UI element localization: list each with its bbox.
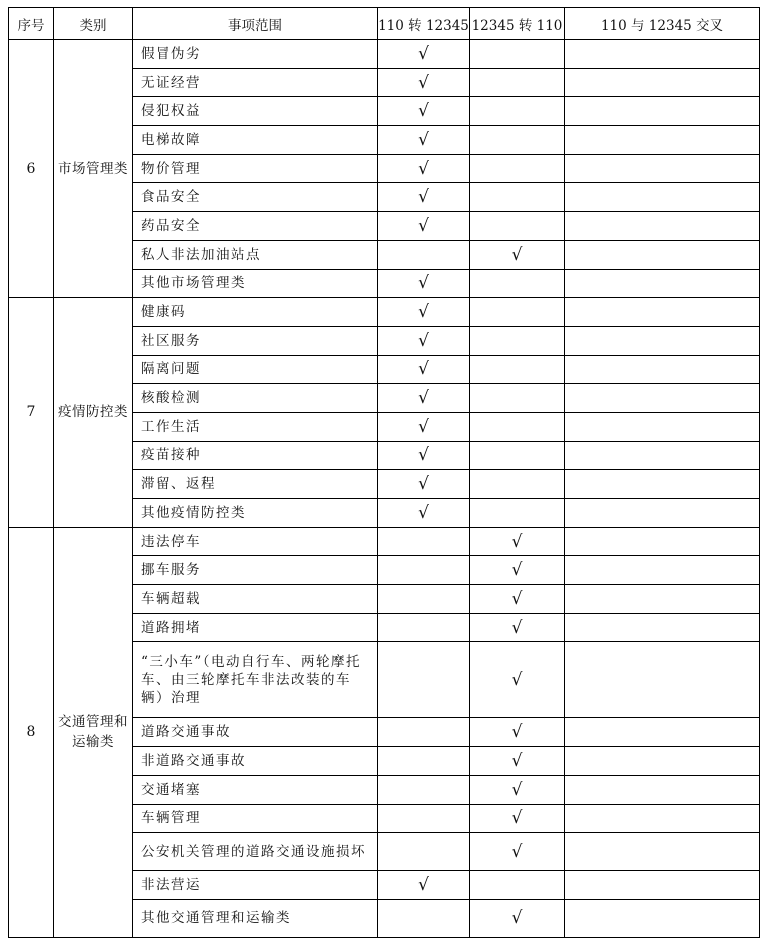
event-scope-table xyxy=(8,7,760,938)
scope-item-cell: 隔离问题 xyxy=(133,355,378,384)
category-cell: 疫情防控类 xyxy=(54,298,133,528)
check-mark: √ xyxy=(378,355,470,384)
table-row xyxy=(9,527,760,556)
empty-cell xyxy=(565,40,760,69)
scope-item-cell: 健康码 xyxy=(133,298,378,327)
empty-cell xyxy=(565,240,760,269)
header-cross: 110 与 12345 交叉 xyxy=(565,8,760,40)
empty-cell xyxy=(565,775,760,804)
empty-cell xyxy=(378,642,470,718)
empty-cell xyxy=(378,804,470,833)
empty-cell xyxy=(470,126,565,155)
serial-number-cell: 6 xyxy=(9,40,54,298)
empty-cell xyxy=(470,269,565,298)
check-mark: √ xyxy=(470,527,565,556)
empty-cell xyxy=(565,747,760,776)
check-mark: √ xyxy=(378,871,470,900)
empty-cell xyxy=(378,775,470,804)
check-mark: √ xyxy=(470,240,565,269)
empty-cell xyxy=(470,97,565,126)
empty-cell xyxy=(565,470,760,499)
empty-cell xyxy=(565,212,760,241)
check-mark: √ xyxy=(378,40,470,69)
check-mark: √ xyxy=(470,642,565,718)
empty-cell xyxy=(565,613,760,642)
check-mark: √ xyxy=(378,97,470,126)
category-cell: 市场管理类 xyxy=(54,40,133,298)
check-mark: √ xyxy=(378,412,470,441)
scope-item-cell: 道路交通事故 xyxy=(133,718,378,747)
empty-cell xyxy=(378,718,470,747)
scope-item-cell: 其他疫情防控类 xyxy=(133,499,378,528)
empty-cell xyxy=(470,871,565,900)
check-mark: √ xyxy=(378,269,470,298)
serial-number-cell: 7 xyxy=(9,298,54,528)
check-mark: √ xyxy=(378,470,470,499)
empty-cell xyxy=(565,804,760,833)
empty-cell xyxy=(565,871,760,900)
scope-item-cell: 无证经营 xyxy=(133,68,378,97)
empty-cell xyxy=(470,499,565,528)
serial-number-cell: 8 xyxy=(9,527,54,937)
scope-item-cell: 违法停车 xyxy=(133,527,378,556)
scope-item-cell: 疫苗接种 xyxy=(133,441,378,470)
scope-item-cell: 食品安全 xyxy=(133,183,378,212)
empty-cell xyxy=(565,326,760,355)
empty-cell xyxy=(565,556,760,585)
empty-cell xyxy=(470,154,565,183)
scope-item-cell: 私人非法加油站点 xyxy=(133,240,378,269)
scope-item-cell: 工作生活 xyxy=(133,412,378,441)
check-mark: √ xyxy=(378,212,470,241)
check-mark: √ xyxy=(378,384,470,413)
check-mark: √ xyxy=(470,899,565,937)
check-mark: √ xyxy=(378,154,470,183)
category-cell: 交通管理和运输类 xyxy=(54,527,133,937)
scope-item-cell: 道路拥堵 xyxy=(133,613,378,642)
header-12345-to-110: 12345 转 110 xyxy=(470,8,565,40)
scope-item-cell: 非法营运 xyxy=(133,871,378,900)
scope-item-cell: 社区服务 xyxy=(133,326,378,355)
scope-item-cell: 其他交通管理和运输类 xyxy=(133,899,378,937)
empty-cell xyxy=(378,240,470,269)
empty-cell xyxy=(565,298,760,327)
empty-cell xyxy=(565,68,760,97)
header-scope: 事项范围 xyxy=(133,8,378,40)
empty-cell xyxy=(470,40,565,69)
empty-cell xyxy=(378,747,470,776)
scope-item-cell: 物价管理 xyxy=(133,154,378,183)
scope-item-cell: 公安机关管理的道路交通设施损坏 xyxy=(133,833,378,871)
check-mark: √ xyxy=(378,298,470,327)
header-category: 类别 xyxy=(54,8,133,40)
empty-cell xyxy=(470,298,565,327)
scope-item-cell: 车辆超载 xyxy=(133,585,378,614)
empty-cell xyxy=(470,412,565,441)
scope-item-cell: “三小车”（电动自行车、两轮摩托车、由三轮摩托车非法改装的车辆）治理 xyxy=(133,642,378,718)
empty-cell xyxy=(470,470,565,499)
scope-item-cell: 其他市场管理类 xyxy=(133,269,378,298)
table-row xyxy=(9,40,760,69)
empty-cell xyxy=(470,384,565,413)
empty-cell xyxy=(378,613,470,642)
scope-item-cell: 挪车服务 xyxy=(133,556,378,585)
empty-cell xyxy=(565,154,760,183)
check-mark: √ xyxy=(470,775,565,804)
scope-item-cell: 侵犯权益 xyxy=(133,97,378,126)
empty-cell xyxy=(378,585,470,614)
empty-cell xyxy=(565,441,760,470)
header-row xyxy=(9,8,760,40)
empty-cell xyxy=(378,556,470,585)
empty-cell xyxy=(565,384,760,413)
empty-cell xyxy=(565,183,760,212)
empty-cell xyxy=(470,326,565,355)
scope-item-cell: 车辆管理 xyxy=(133,804,378,833)
check-mark: √ xyxy=(378,183,470,212)
scope-item-cell: 电梯故障 xyxy=(133,126,378,155)
table-body xyxy=(9,40,760,938)
empty-cell xyxy=(470,355,565,384)
check-mark: √ xyxy=(378,441,470,470)
scope-item-cell: 核酸检测 xyxy=(133,384,378,413)
empty-cell xyxy=(565,269,760,298)
check-mark: √ xyxy=(470,718,565,747)
scope-item-cell: 滞留、返程 xyxy=(133,470,378,499)
check-mark: √ xyxy=(470,585,565,614)
empty-cell xyxy=(565,126,760,155)
empty-cell xyxy=(565,527,760,556)
scope-item-cell: 假冒伪劣 xyxy=(133,40,378,69)
empty-cell xyxy=(470,441,565,470)
check-mark: √ xyxy=(470,833,565,871)
check-mark: √ xyxy=(470,747,565,776)
empty-cell xyxy=(470,212,565,241)
empty-cell xyxy=(470,68,565,97)
header-110-to-12345: 110 转 12345 xyxy=(378,8,470,40)
empty-cell xyxy=(378,899,470,937)
table-row xyxy=(9,298,760,327)
empty-cell xyxy=(565,585,760,614)
empty-cell xyxy=(565,899,760,937)
check-mark: √ xyxy=(378,126,470,155)
scope-item-cell: 药品安全 xyxy=(133,212,378,241)
scope-item-cell: 交通堵塞 xyxy=(133,775,378,804)
check-mark: √ xyxy=(378,499,470,528)
check-mark: √ xyxy=(378,68,470,97)
header-serial: 序号 xyxy=(9,8,54,40)
empty-cell xyxy=(378,833,470,871)
empty-cell xyxy=(565,499,760,528)
empty-cell xyxy=(565,355,760,384)
check-mark: √ xyxy=(470,804,565,833)
empty-cell xyxy=(565,412,760,441)
scope-item-cell: 非道路交通事故 xyxy=(133,747,378,776)
empty-cell xyxy=(565,833,760,871)
check-mark: √ xyxy=(470,556,565,585)
empty-cell xyxy=(565,97,760,126)
empty-cell xyxy=(565,718,760,747)
empty-cell xyxy=(378,527,470,556)
empty-cell xyxy=(470,183,565,212)
check-mark: √ xyxy=(470,613,565,642)
empty-cell xyxy=(565,642,760,718)
check-mark: √ xyxy=(378,326,470,355)
